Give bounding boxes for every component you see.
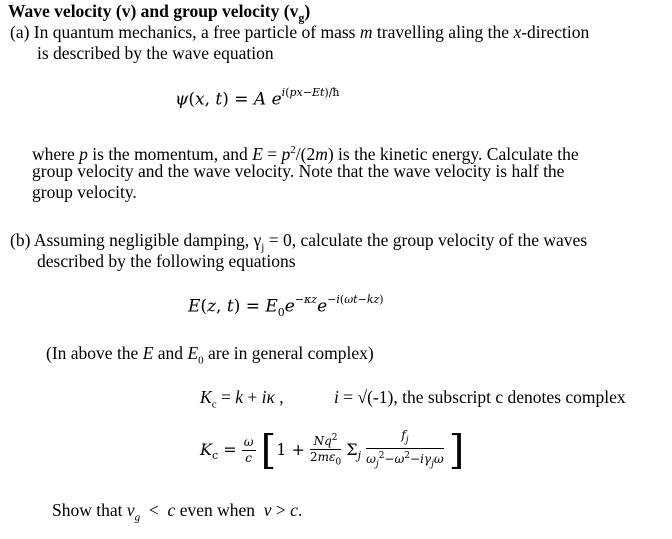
electric-field-equation: E(z, $t) = E_0e^{-\kappa z}e^{-i(\omega t-kz)}$ bbox=[188, 293, 384, 320]
kc-equation: $K_c$ = $\frac{\omega}{c}$ [1 + $\frac{Nq^2}{2m\varepsilon_0}$ $\Sigma_j$ $\frac{f_j}{\omega_j^2-\omega^2-i\gamma_j\omega}$ ] bbox=[200, 427, 465, 474]
part-a-intro-line2: is described by the wave equation bbox=[37, 43, 274, 63]
kc-definition: $K_c = k + i\kappa$ , bbox=[200, 387, 284, 411]
part-a-body-line3: group velocity. bbox=[32, 182, 137, 202]
complex-note: (In above the E and $E_0$ are in general complex) bbox=[46, 343, 374, 367]
show-statement: Show that $v_g < c$ even when v > c. bbox=[52, 500, 303, 524]
imaginary-unit-definition: i = √(-1), the subscript c denotes complex bbox=[334, 387, 626, 407]
wave-function-equation: ψ(x, t) = A $e^{i(px-Et)/ħ}$ bbox=[175, 86, 340, 110]
part-b-intro-line2: described by the following equations bbox=[37, 251, 296, 271]
problem-title: Wave velocity (v) and group velocity $(v_g)$ bbox=[8, 1, 311, 25]
part-b-intro-line1: (b) Assuming negligible damping, $\gamma_j = 0$, calculate the group velocity of the waves bbox=[10, 230, 588, 254]
part-a-intro-line1: (a) In quantum mechanics, a free particle of mass m travelling aling the x-direction bbox=[10, 22, 590, 42]
part-a-body-line2: group velocity and the wave velocity. Note that the wave velocity is half the bbox=[32, 161, 565, 181]
part-a-body-line1: where p is the momentum, and $E = p^2/(2m)$ is the kinetic energy. Calculate the bbox=[32, 143, 579, 164]
